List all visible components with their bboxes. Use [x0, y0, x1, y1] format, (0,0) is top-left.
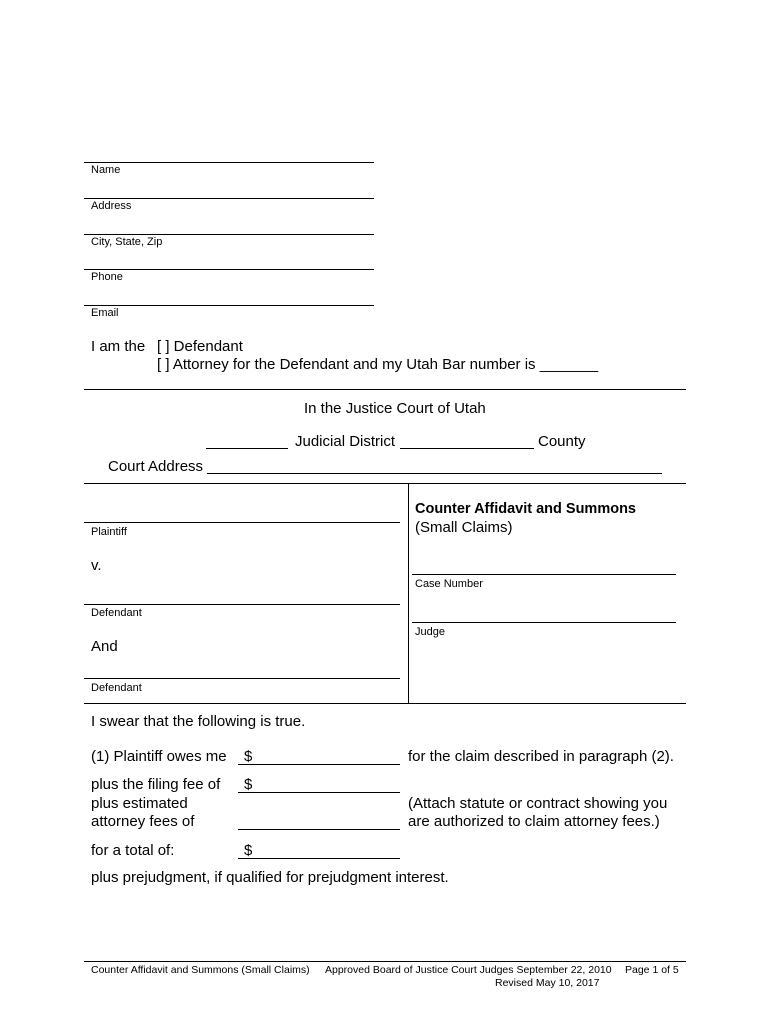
name-label: Name: [91, 164, 121, 176]
county-label: County: [538, 433, 586, 450]
prejudgment-text: plus prejudgment, if qualified for prejudgment interest.: [91, 869, 449, 886]
city-state-zip-line[interactable]: [84, 234, 374, 235]
filing-fee-label: plus the filing fee of: [91, 776, 221, 793]
owes-dollar-sign: $: [244, 748, 253, 765]
county-field[interactable]: [400, 434, 534, 449]
footer-revised: Revised May 10, 2017: [495, 977, 600, 989]
address-label: Address: [91, 200, 132, 212]
phone-label: Phone: [91, 271, 123, 283]
claim-description: for the claim described in paragraph (2).: [408, 748, 674, 765]
filing-fee-dollar-sign: $: [244, 776, 253, 793]
i-am-the-label: I am the: [91, 338, 146, 355]
court-address-label: Court Address: [108, 458, 204, 475]
judge-line[interactable]: [412, 622, 676, 623]
document-subtitle: (Small Claims): [415, 519, 513, 536]
address-line[interactable]: [84, 198, 374, 199]
total-dollar-sign: $: [244, 842, 253, 859]
attach-note-2: are authorized to claim attorney fees.): [408, 813, 660, 830]
defendant-label-2: Defendant: [91, 682, 142, 694]
email-line[interactable]: [84, 305, 374, 306]
footer-form-name: Counter Affidavit and Summons (Small Claims): [91, 964, 310, 976]
defendant-checkbox[interactable]: [ ] Defendant: [157, 338, 243, 355]
court-title: In the Justice Court of Utah: [304, 400, 486, 417]
email-label: Email: [91, 307, 119, 319]
plaintiff-label: Plaintiff: [91, 526, 127, 538]
judicial-district-field[interactable]: [206, 434, 288, 449]
total-label: for a total of:: [91, 842, 175, 859]
defendant-line-1[interactable]: [84, 604, 400, 605]
caption-bottom-border: [84, 703, 686, 704]
attorney-fees-field[interactable]: [238, 815, 400, 830]
footer-approved: Approved Board of Justice Court Judges September 22, 2010: [325, 964, 612, 976]
attorney-checkbox[interactable]: [ ] Attorney for the Defendant and my Utah Bar number is _______: [157, 356, 599, 373]
swear-statement: I swear that the following is true.: [91, 713, 306, 730]
total-amount-field[interactable]: [238, 844, 400, 859]
estimated-label-2: attorney fees of: [91, 813, 195, 830]
document-title: Counter Affidavit and Summons: [415, 501, 636, 517]
defendant-line-2[interactable]: [84, 678, 400, 679]
judicial-district-label: Judicial District: [295, 433, 396, 450]
judge-label: Judge: [415, 626, 445, 638]
plaintiff-line[interactable]: [84, 522, 400, 523]
court-address-field[interactable]: [207, 459, 662, 474]
versus-label: v.: [91, 557, 102, 574]
city-state-zip-label: City, State, Zip: [91, 236, 163, 248]
estimated-label-1: plus estimated: [91, 795, 188, 812]
caption-divider: [408, 483, 409, 703]
section-divider: [84, 389, 686, 390]
filing-fee-field[interactable]: [238, 778, 400, 793]
case-number-line[interactable]: [412, 574, 676, 575]
attach-note-1: (Attach statute or contract showing you: [408, 795, 668, 812]
name-line[interactable]: [84, 162, 374, 163]
owes-amount-field[interactable]: [238, 750, 400, 765]
footer-divider: [84, 961, 686, 962]
case-number-label: Case Number: [415, 578, 483, 590]
owes-label: (1) Plaintiff owes me: [91, 748, 227, 765]
and-label: And: [91, 638, 118, 655]
defendant-label-1: Defendant: [91, 607, 142, 619]
caption-top-border: [84, 483, 686, 484]
footer-page-number: Page 1 of 5: [625, 964, 679, 976]
phone-line[interactable]: [84, 269, 374, 270]
